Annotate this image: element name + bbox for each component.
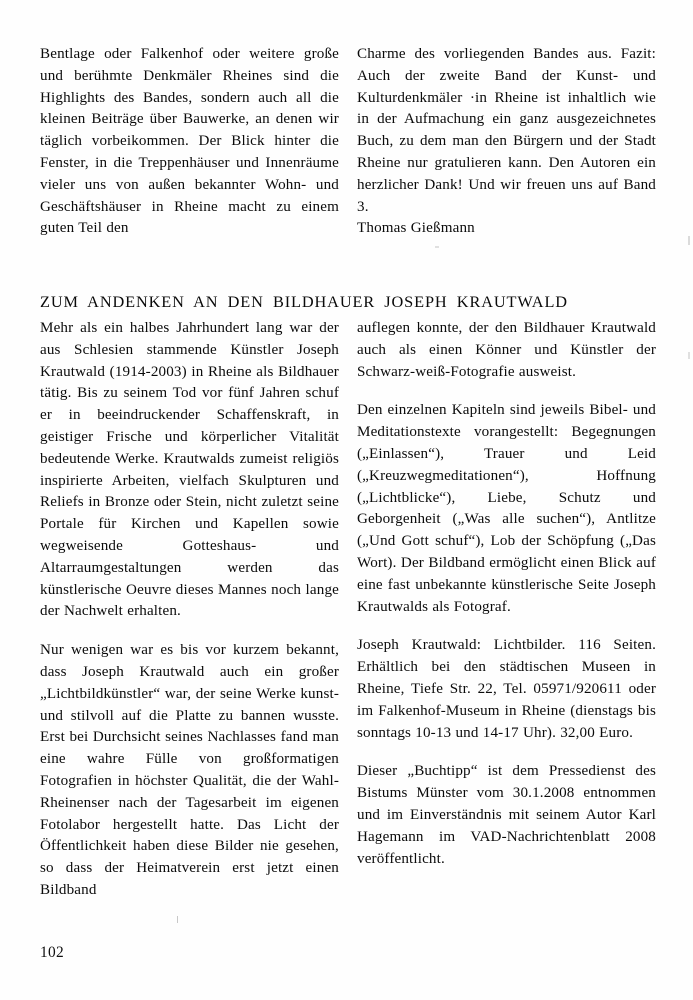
scan-artifact-speck <box>688 352 690 359</box>
top-fragment-right-column <box>357 44 656 240</box>
paragraph: Nur wenigen war es bis vor kurzem bekannt, dass Joseph Krautwald auch ein großer „Lichtbildkünstler“ war, der seine Werke kunst- und stilvoll auf die Platte zu bannen wusste. Erst bei Durchsicht seines Nachlasses fand man eine wahre Fülle von großformatigen Fotografien in höchster Qualität, die der Wahl-Rheinenser nach der Tagesarbeit im eigenen Fotolabor hergestellt hatte. Das Licht der Öffentlichkeit haben diese Bilder nie gesehen, so dass der Heimatverein erst jetzt einen Bildband <box>40 642 339 898</box>
scan-artifact-speck <box>435 246 439 248</box>
paragraph: Mehr als ein halbes Jahrhundert lang war der aus Schlesien stammende Künstler Joseph Krautwald (1914-2003) in Rheine als Bildhauer tätig. Bis zu seinem Tod vor fünf Jahren schuf er in beeindruckender Schaffenskraft, in geistiger Frische und körperlicher Vitalität bedeutende Werke. Krautwalds zumeist religiös inspirierte Arbeiten, vielfach Skulpturen und Reliefs in Bronze oder Stein, nicht zuletzt seine Portale für Kirchen und Kapellen sowie wegweisende Gotteshaus- und Altarraumgestaltungen werden das künstlerische Oeuvre dieses Mannes noch lange der Nachwelt erhalten. <box>40 320 339 620</box>
scan-artifact-speck <box>688 236 690 245</box>
paragraph: Den einzelnen Kapiteln sind jeweils Bibel- und Meditationstexte vorangestellt: Begegnungen („Einlassen“), Trauer und Leid („Kreuzwegmeditationen“), Hoffnung („Lichtblicke“), Liebe, Schutz und Geborgenheit („Was alle suchen“), Antlitze („Und Gott schuf“), Lob der Schöpfung („Das Wort). Der Bildband ermöglicht einen Blick auf eine fast unbekannte künstlerische Seite Joseph Krautwalds als Fotograf. <box>357 402 656 615</box>
paragraph: Bentlage oder Falkenhof oder weitere große und berühmte Denkmäler Rheines sind die Highlights des Bandes, sondern auch all die kleinen Beiträge über Bauwerke, an denen wir täglich vorbeikommen. Der Blick hinter die Fenster, in die Treppenhäuser und Innenräume vieler uns von außen bekannter Wohn- und Geschäftshäuser in Rheine macht zu einem guten Teil den <box>40 46 339 237</box>
source-note-paragraph: Dieser „Buchtipp“ ist dem Pressedienst des Bistums Münster vom 30.1.2008 entnommen und im Einverständnis mit seinem Autor Karl Hagemann im VAD-Nachrichtenblatt 2008 veröffentlicht. <box>357 763 656 867</box>
book-availability-paragraph: Joseph Krautwald: Lichtbilder. 116 Seiten. Erhältlich bei den städtischen Museen in Rheine, Tiefe Str. 22, Tel. 05971/920611 oder im Falkenhof-Museum in Rheine (dienstags bis sonntags 10-13 und 14-17 Uhr). 32,00 Euro. <box>357 637 656 741</box>
paragraph: auflegen konnte, der den Bildhauer Krautwald auch als einen Könner und Künstler der Schwarz-weiß-Fotografie ausweist. <box>357 320 656 380</box>
scan-artifact-speck <box>177 916 178 923</box>
paragraph: Charme des vorliegenden Bandes aus. Fazit: Auch der zweite Band der Kunst- und Kulturdenkmäler ·in Rheine ist inhaltlich wie in der Aufmachung ein ganz ausgezeichnetes Buch, zu dem man den Bürgern und der Stadt Rheine nur gratulieren kann. Den Autoren ein herzlicher Dank! Und wir freuen uns auf Band 3. <box>357 46 656 215</box>
section-heading: ZUM ANDENKEN AN DEN BILDHAUER JOSEPH KRAUTWALD <box>40 291 568 311</box>
article-body <box>40 318 656 902</box>
article-left-column <box>40 318 339 902</box>
page-number: 102 <box>40 944 65 961</box>
top-fragment-left-column <box>40 44 339 240</box>
top-article-fragment <box>40 44 656 240</box>
review-author-signature: Thomas Gießmann <box>357 220 475 237</box>
article-right-column <box>357 318 656 902</box>
